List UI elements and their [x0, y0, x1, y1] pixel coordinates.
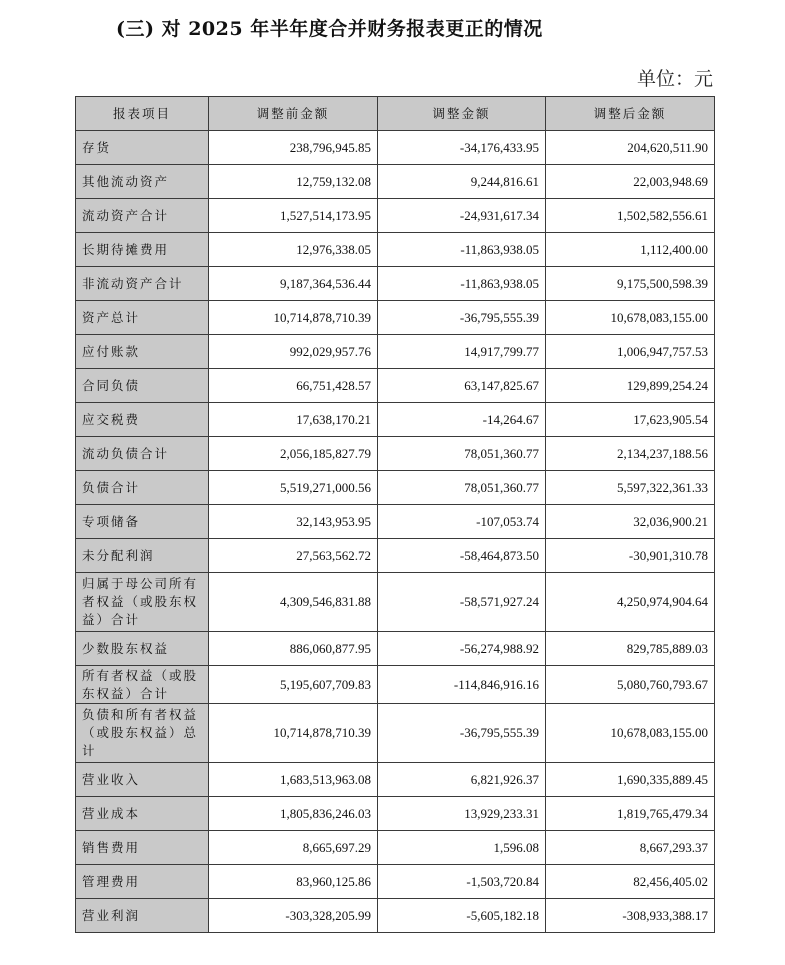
row-label: 销售费用 — [76, 831, 209, 865]
amount-after: 10,678,083,155.00 — [546, 301, 715, 335]
table-row — [76, 369, 715, 403]
amount-after: 22,003,948.69 — [546, 165, 715, 199]
amount-before: 2,056,185,827.79 — [209, 437, 378, 471]
amount-before: 83,960,125.86 — [209, 865, 378, 899]
amount-adjustment: 63,147,825.67 — [378, 369, 546, 403]
amount-adjustment: -1,503,720.84 — [378, 865, 546, 899]
amount-after: 1,819,765,479.34 — [546, 797, 715, 831]
amount-after: 5,080,760,793.67 — [546, 666, 715, 704]
row-label: 非流动资产合计 — [76, 267, 209, 301]
amount-before: 8,665,697.29 — [209, 831, 378, 865]
correction-table — [75, 96, 715, 933]
amount-after: -308,933,388.17 — [546, 899, 715, 933]
page-title: (三) 对 2025 年半年度合并财务报表更正的情况 — [116, 18, 543, 40]
table-row — [76, 704, 715, 763]
table-row — [76, 233, 715, 267]
amount-after: 17,623,905.54 — [546, 403, 715, 437]
header-before: 调整前金额 — [209, 97, 378, 131]
amount-adjustment: 78,051,360.77 — [378, 437, 546, 471]
row-label: 存货 — [76, 131, 209, 165]
amount-before: 1,683,513,963.08 — [209, 763, 378, 797]
row-label: 归属于母公司所有者权益（或股东权益）合计 — [76, 573, 209, 632]
table-row — [76, 301, 715, 335]
table-row — [76, 471, 715, 505]
row-label: 应交税费 — [76, 403, 209, 437]
amount-adjustment: 78,051,360.77 — [378, 471, 546, 505]
amount-adjustment: 1,596.08 — [378, 831, 546, 865]
amount-adjustment: -11,863,938.05 — [378, 233, 546, 267]
amount-after: 82,456,405.02 — [546, 865, 715, 899]
amount-after: 32,036,900.21 — [546, 505, 715, 539]
amount-before: 9,187,364,536.44 — [209, 267, 378, 301]
table-row — [76, 437, 715, 471]
amount-before: 66,751,428.57 — [209, 369, 378, 403]
table-row — [76, 199, 715, 233]
row-label: 合同负债 — [76, 369, 209, 403]
row-label: 其他流动资产 — [76, 165, 209, 199]
amount-before: 12,976,338.05 — [209, 233, 378, 267]
table-row — [76, 632, 715, 666]
amount-adjustment: -36,795,555.39 — [378, 704, 546, 763]
table-row — [76, 831, 715, 865]
row-label: 少数股东权益 — [76, 632, 209, 666]
table-row — [76, 131, 715, 165]
amount-adjustment: 14,917,799.77 — [378, 335, 546, 369]
table-row — [76, 505, 715, 539]
table-row — [76, 763, 715, 797]
amount-before: 1,527,514,173.95 — [209, 199, 378, 233]
amount-before: 10,714,878,710.39 — [209, 704, 378, 763]
amount-adjustment: -34,176,433.95 — [378, 131, 546, 165]
amount-adjustment: -5,605,182.18 — [378, 899, 546, 933]
amount-before: 886,060,877.95 — [209, 632, 378, 666]
table-row — [76, 797, 715, 831]
amount-after: 1,112,400.00 — [546, 233, 715, 267]
row-label: 未分配利润 — [76, 539, 209, 573]
row-label: 负债和所有者权益（或股东权益）总计 — [76, 704, 209, 763]
row-label: 负债合计 — [76, 471, 209, 505]
amount-after: 2,134,237,188.56 — [546, 437, 715, 471]
table-row — [76, 899, 715, 933]
amount-after: 829,785,889.03 — [546, 632, 715, 666]
amount-after: 1,006,947,757.53 — [546, 335, 715, 369]
header-adjustment: 调整金额 — [378, 97, 546, 131]
table-row — [76, 165, 715, 199]
amount-after: 1,690,335,889.45 — [546, 763, 715, 797]
amount-adjustment: -11,863,938.05 — [378, 267, 546, 301]
amount-after: 129,899,254.24 — [546, 369, 715, 403]
row-label: 资产总计 — [76, 301, 209, 335]
row-label: 营业利润 — [76, 899, 209, 933]
row-label: 流动负债合计 — [76, 437, 209, 471]
table-row — [76, 573, 715, 632]
amount-adjustment: -56,274,988.92 — [378, 632, 546, 666]
table-row — [76, 865, 715, 899]
row-label: 管理费用 — [76, 865, 209, 899]
amount-adjustment: 9,244,816.61 — [378, 165, 546, 199]
table-header-row — [76, 97, 715, 131]
amount-after: -30,901,310.78 — [546, 539, 715, 573]
table-row — [76, 666, 715, 704]
amount-after: 1,502,582,556.61 — [546, 199, 715, 233]
amount-after: 9,175,500,598.39 — [546, 267, 715, 301]
table-row — [76, 539, 715, 573]
amount-before: -303,328,205.99 — [209, 899, 378, 933]
amount-adjustment: -24,931,617.34 — [378, 199, 546, 233]
row-label: 所有者权益（或股东权益）合计 — [76, 666, 209, 704]
amount-adjustment: -14,264.67 — [378, 403, 546, 437]
amount-before: 10,714,878,710.39 — [209, 301, 378, 335]
amount-after: 10,678,083,155.00 — [546, 704, 715, 763]
amount-before: 5,519,271,000.56 — [209, 471, 378, 505]
amount-adjustment: -107,053.74 — [378, 505, 546, 539]
table-row — [76, 267, 715, 301]
row-label: 营业成本 — [76, 797, 209, 831]
amount-after: 8,667,293.37 — [546, 831, 715, 865]
amount-adjustment: 6,821,926.37 — [378, 763, 546, 797]
amount-before: 27,563,562.72 — [209, 539, 378, 573]
amount-after: 5,597,322,361.33 — [546, 471, 715, 505]
row-label: 流动资产合计 — [76, 199, 209, 233]
amount-adjustment: -114,846,916.16 — [378, 666, 546, 704]
table-row — [76, 335, 715, 369]
row-label: 营业收入 — [76, 763, 209, 797]
row-label: 专项储备 — [76, 505, 209, 539]
header-item: 报表项目 — [76, 97, 209, 131]
amount-before: 1,805,836,246.03 — [209, 797, 378, 831]
amount-before: 32,143,953.95 — [209, 505, 378, 539]
unit-label: 单位：元 — [636, 68, 713, 90]
row-label: 长期待摊费用 — [76, 233, 209, 267]
amount-after: 204,620,511.90 — [546, 131, 715, 165]
amount-before: 5,195,607,709.83 — [209, 666, 378, 704]
amount-before: 12,759,132.08 — [209, 165, 378, 199]
amount-before: 992,029,957.76 — [209, 335, 378, 369]
table-row — [76, 403, 715, 437]
amount-before: 238,796,945.85 — [209, 131, 378, 165]
header-after: 调整后金额 — [546, 97, 715, 131]
amount-before: 4,309,546,831.88 — [209, 573, 378, 632]
amount-after: 4,250,974,904.64 — [546, 573, 715, 632]
amount-adjustment: 13,929,233.31 — [378, 797, 546, 831]
row-label: 应付账款 — [76, 335, 209, 369]
amount-adjustment: -58,464,873.50 — [378, 539, 546, 573]
amount-before: 17,638,170.21 — [209, 403, 378, 437]
amount-adjustment: -58,571,927.24 — [378, 573, 546, 632]
amount-adjustment: -36,795,555.39 — [378, 301, 546, 335]
